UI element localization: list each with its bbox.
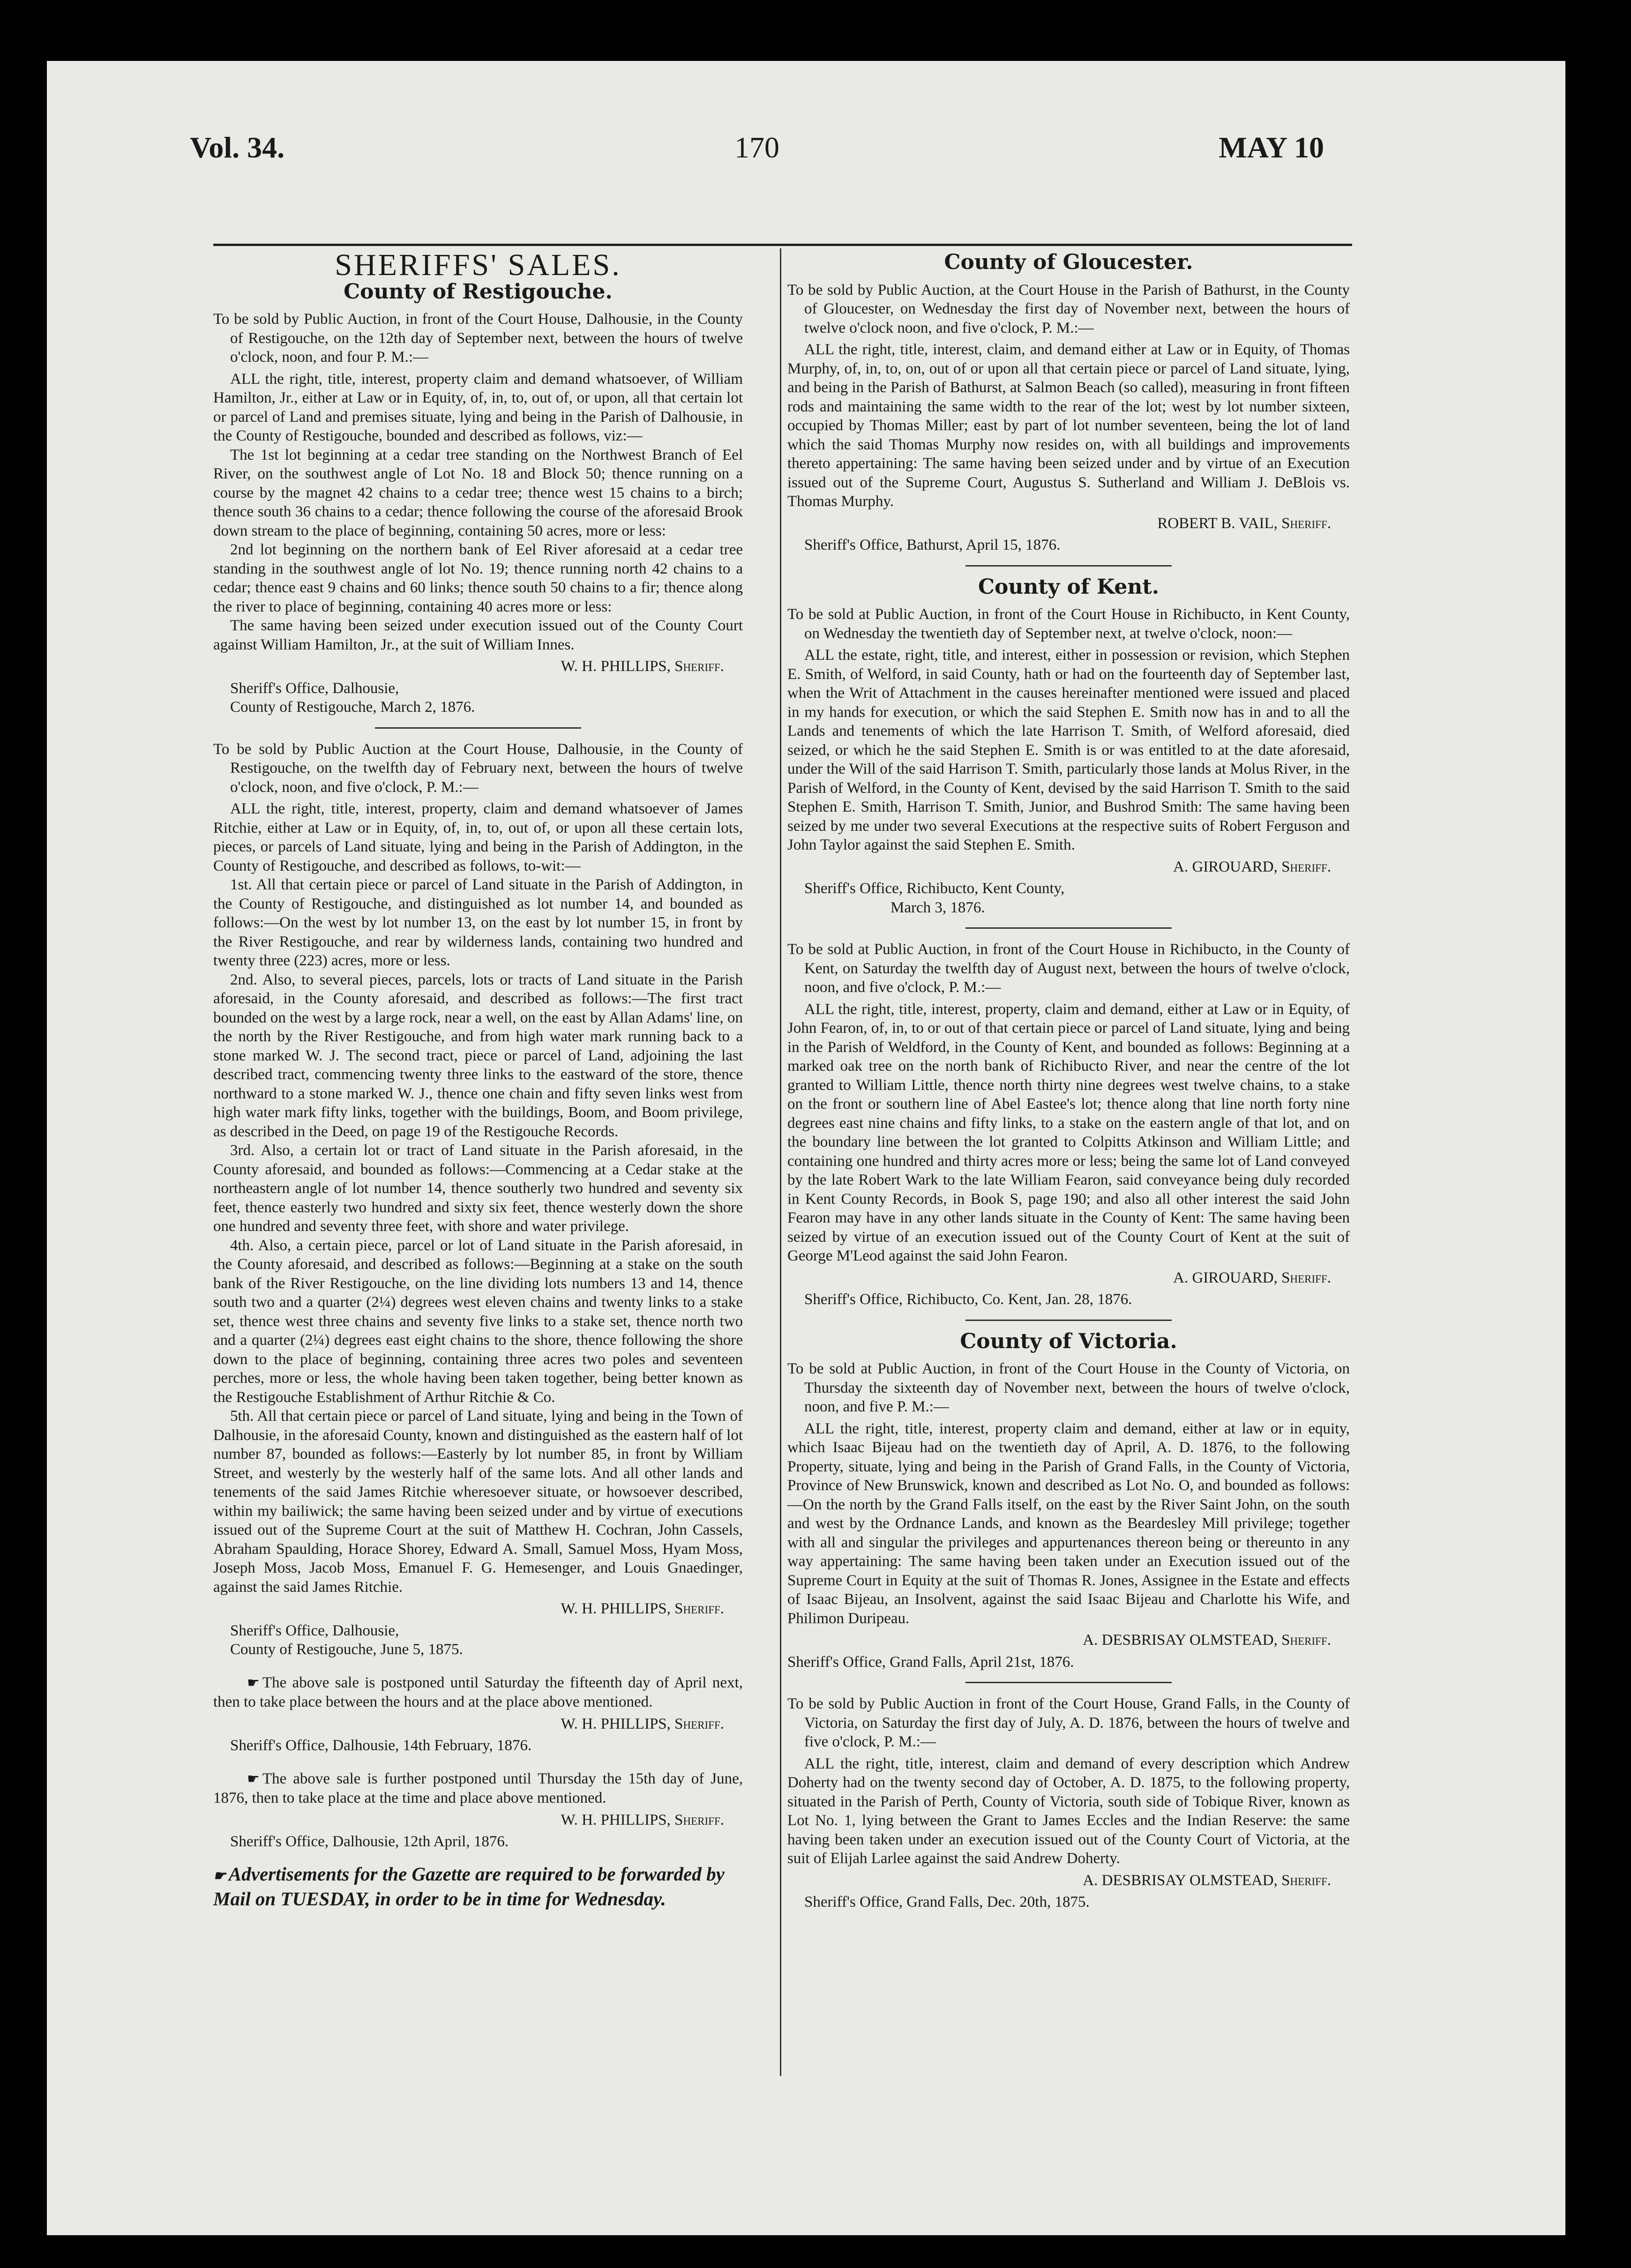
- office-line: Sheriff's Office, Dalhousie, 12th April, 1876.: [230, 1833, 509, 1850]
- notice-intro: To be sold by Public Auction at the Court House, Dalhousie, in the County of Restigouche, on the twelfth day of February next, between the hours of twelve o'clock, noon, and five o'clock, P. M.:—: [213, 740, 743, 796]
- notice-separator: [965, 1320, 1172, 1321]
- sheriff-signature: A. GIROUARD, Sheriff.: [1173, 858, 1331, 875]
- sheriff-signature: ROBERT B. VAIL, Sheriff.: [1157, 515, 1331, 532]
- county-heading-kent: County of Kent.: [978, 574, 1160, 599]
- notice-intro: To be sold by Public Auction, in front of the Court House, Dalhousie, in the County of Restigouche, on the 12th day of September next, between the hours of twelve o'clock, noon, and four P. M.:—: [213, 311, 743, 366]
- notice-paragraph: ALL the right, title, interest, property, claim and demand whatsoever of James Ritchie, either at Law or in Equity, of, in, to, out of, or upon all these certain lots, pieces, or parcels of Land situate, lying and being in the Parish of Addington, in the County of Restigouche, and described as follows, to-wit:—: [213, 800, 743, 874]
- notice-separator: [965, 1682, 1172, 1683]
- section-title: SHERIFFS' SALES.: [335, 248, 621, 282]
- notice-paragraph: 5th. All that certain piece or parcel of Land situate, lying and being in the Town of Dalhousie, in the aforesaid County, known and distinguished as the eastern half of lot number 87, bounded as follows:—Easterly by lot number 85, in front by William Street, and westerly by the westerly half of the same lots. And all other lands and tenements of the said James Ritchie wheresoever situate, or howsoever described, within my bailiwick; the same having been seized under and by virtue of executions issued out of the Supreme Court at the suit of Matthew H. Cochran, John Cassels, Abraham Spaulding, Horace Shorey, Edward A. Small, Samuel Moss, Hyam Moss, Joseph Moss, Jacob Moss, Emanuel F. G. Hemesenger, and Louis Gnaedinger, against the said James Ritchie.: [213, 1408, 743, 1596]
- office-line: County of Restigouche, March 2, 1876.: [230, 699, 475, 716]
- notice-paragraph: 4th. Also, a certain piece, parcel or lot of Land situate in the Parish aforesaid, in the County aforesaid, and described as follows:—Beginning at a stake on the south bank of the River Restigouche, on the line dividing lots numbers 13 and 14, thence south two and a quarter (2¼) degrees west eleven chains and twenty links to a stake set, thence west three chains and seventy five links to a stake set, thence north two and a quarter (2¼) degrees east eight chains to the shore, thence following the shore down to the place of beginning, containing three acres two poles and seventeen perches, more or less, the whole having been taken together, being better known as the Restigouche Establishment of Arthur Ritchie & Co.: [213, 1237, 743, 1406]
- notice-paragraph: The same having been seized under execution issued out of the County Court against William Hamilton, Jr., at the suit of William Innes.: [213, 617, 743, 653]
- postponement-text: The above sale is further postponed until Thursday the 15th day of June, 1876, then to take place at the time and place above mentioned.: [213, 1770, 743, 1806]
- office-line: Sheriff's Office, Bathurst, April 15, 1876.: [804, 537, 1061, 553]
- pointing-hand-icon: ☛: [213, 1868, 226, 1884]
- pointing-hand-icon: ☛: [247, 1771, 260, 1787]
- column-divider: [780, 248, 781, 2076]
- county-heading-restigouche: County of Restigouche.: [344, 279, 613, 304]
- notice-intro: To be sold by Public Auction in front of the Court House, Grand Falls, in the County of Victoria, on Saturday the first day of July, A. D. 1876, between the hours of twelve and five o'clock, P. M.:—: [787, 1695, 1350, 1750]
- notice-separator: [375, 727, 581, 729]
- postponement-text: The above sale is postponed until Saturday the fifteenth day of April next, then to take place between the hours and at the place above mentioned.: [213, 1674, 743, 1710]
- page-header: [190, 130, 1324, 182]
- notice-paragraph: ALL the estate, right, title, and interest, either in possession or revision, which Stephen E. Smith, of Welford, in said County, hath or had on the fourteenth day of September last, when the Writ of Attachment in the causes hereinafter mentioned were issued and placed in my hands for execution, or which the said Stephen E. Smith now has in and to all the Lands and tenements of which the late Harrison T. Smith, of Welford aforesaid, died seized, or which he the said Stephen E. Smith is or was entitled to at the date aforesaid, under the Will of the said Harrison T. Smith, particularly those lands at Molus River, in the Parish of Welford, in the County of Kent, devised by the said Harrison T. Smith to the said Stephen E. Smith, Harrison T. Smith, Junior, and Bushrod Smith: The same having been seized by me under two several Executions at the respective suits of Robert Ferguson and John Taylor against the said Stephen E. Smith.: [787, 647, 1350, 853]
- notice-paragraph: ALL the right, title, interest, property claim and demand, either at law or in equity, which Isaac Bijeau had on the twentieth day of April, A. D. 1876, to the following Property, situate, lying and being in the Parish of Grand Falls, in the County of Victoria, Province of New Brunswick, known and described as Lot No. O, and bounded as follows:—On the north by the Grand Falls itself, on the east by the River Saint John, on the south and west by the Ordnance Lands, and known as the Beardesley Mill privilege; together with all and singular the privileges and appurtenances thereon being or thereunto in any way appertaining: The same having been taken under an Execution issued out of the Supreme Court in Equity at the suit of Thomas R. Jones, Assignee in the Estate and effects of Isaac Bijeau, an Insolvent, against the said Isaac Bijeau and Charlotte his Wife, and Philimon Duripeau.: [787, 1420, 1350, 1627]
- notice-paragraph: 3rd. Also, a certain lot or tract of Land situate in the Parish aforesaid, in the County aforesaid, and bounded as follows:—Commencing at a Cedar stake at the northeastern angle of lot number 14, thence southerly two hundred and seventy six feet, thence easterly two hundred and sixty six feet, thence westerly down the shore one hundred and seventy three feet, with shore and water privilege.: [213, 1142, 743, 1235]
- notice-paragraph: ALL the right, title, interest, claim and demand of every description which Andrew Doherty had on the twenty second day of October, A. D. 1875, to the following property, situated in the Parish of Perth, County of Victoria, south side of Tobique River, known as Lot No. 1, lying between the Grant to James Eccles and the Indian Reserve: the same having been taken under an execution issued out of the County Court of Victoria, at the suit of Elijah Larlee against the said Andrew Doherty.: [787, 1755, 1350, 1867]
- advertisement-text: Advertisements for the Gazette are required to be forwarded by Mail on TUESDAY, in order to be in time for Wednesday.: [213, 1863, 725, 1910]
- notice-separator: [965, 927, 1172, 929]
- sheriff-signature: W. H. PHILLIPS, Sheriff.: [561, 1811, 724, 1828]
- left-column: [213, 248, 743, 1929]
- sheriff-signature: A. DESBRISAY OLMSTEAD, Sheriff.: [1083, 1632, 1331, 1649]
- sheriff-signature: A. DESBRISAY OLMSTEAD, Sheriff.: [1083, 1872, 1331, 1889]
- issue-date: MAY 10: [1219, 131, 1324, 164]
- notice-intro: To be sold at Public Auction, in front of the Court House in Richibucto, in Kent County, on Wednesday the twentieth day of September next, at twelve o'clock, noon:—: [787, 606, 1350, 642]
- office-line: March 3, 1876.: [890, 899, 985, 916]
- notice-intro: To be sold by Public Auction, at the Court House in the Parish of Bathurst, in the County of Gloucester, on Wednesday the first day of November next, between the hours of twelve o'clock noon, and five o'clock, P. M.:—: [787, 281, 1350, 336]
- notice-paragraph: 2nd. Also, to several pieces, parcels, lots or tracts of Land situate in the Parish aforesaid, in the County aforesaid, and described as follows:—The first tract bounded on the west by a large rock, near a well, on the east by Allan Adams' line, on the north by the River Restigouche, and from high water mark running back to a stone marked W. J. The second tract, piece or parcel of Land, adjoining the last described tract, commencing twenty three links to the eastward of the store, thence northward to a stone marked W. J., thence one chain and fifty seven links west from high water mark fifty links, together with the buildings, Boom, and Boom privilege, as described in the Deed, on page 19 of the Restigouche Records.: [213, 971, 743, 1140]
- sheriff-signature: W. H. PHILLIPS, Sheriff.: [561, 1715, 724, 1732]
- postponement-notice: [213, 1673, 743, 1712]
- notice-paragraph: 1st. All that certain piece or parcel of Land situate in the Parish of Addington, in the County of Restigouche, and distinguished as lot number 14, and bounded as follows:—On the west by lot number 13, on the east by lot number 15, in front by the River Restigouche, and rear by wilderness lands, containing two hundred and twenty three (223) acres, more or less.: [213, 876, 743, 969]
- notice-intro: To be sold at Public Auction, in front of the Court House in Richibucto, in the County of Kent, on Saturday the twelfth day of August next, between the hours of twelve o'clock, noon, and five o'clock, P. M.:—: [787, 941, 1350, 996]
- advertisement-notice: [213, 1863, 743, 1910]
- header-rule: [213, 244, 1352, 246]
- office-line: Sheriff's Office, Richibucto, Kent County,: [804, 880, 1065, 897]
- notice-paragraph: 2nd lot beginning on the northern bank of Eel River aforesaid at a cedar tree standing in the southwest angle of lot No. 19; thence running north 42 chains to a cedar; thence east 9 chains and 60 links; thence south 50 chains to a fir; thence along the river to place of beginning, containing 40 acres more or less:: [213, 541, 743, 615]
- sheriff-signature: W. H. PHILLIPS, Sheriff.: [561, 658, 724, 675]
- right-column: [787, 250, 1350, 1912]
- notice-intro: To be sold at Public Auction, in front of the Court House in the County of Victoria, on Thursday the sixteenth day of November next, between the hours of twelve o'clock, noon, and five P. M.:—: [787, 1360, 1350, 1415]
- office-line: Sheriff's Office, Dalhousie,: [230, 679, 399, 697]
- county-heading-gloucester: County of Gloucester.: [944, 250, 1193, 274]
- notice-paragraph: ALL the right, title, interest, property claim and demand whatsoever, of William Hamilton, Jr., either at Law or in Equity, of, in, to, out of, or upon, all that certain lot or parcel of Land and premises situate, lying and being in the Parish of Dalhousie, in the County of Restigouche, bounded and described as follows, viz:—: [213, 370, 743, 444]
- postponement-notice: [213, 1769, 743, 1808]
- volume-number: Vol. 34.: [190, 131, 285, 164]
- office-line: Sheriff's Office, Dalhousie,: [230, 1622, 399, 1639]
- notice-paragraph: ALL the right, title, interest, property, claim and demand, either at Law or in Equity, of John Fearon, of, in, to or out of that certain piece or parcel of Land situate, lying and being in the Parish of Weldford, in the County of Kent, and bounded as follows: Beginning at a marked oak tree on the north bank of Richibucto River, and near the centre of the lot granted to William Little, thence north thirty nine degrees west twelve chains, to a stake on the front or southern line of Abel Eastee's lot; thence along that line north forty nine degrees east nine chains and fifty links, to a stake on the eastern angle of that lot, and on the boundary line between the lot granted to Colpitts Atkinson and William Little; and containing one hundred and thirty acres more or less; being the same lot of Land conveyed by the late Robert Wark to the late William Fearon, said conveyance being duly recorded in Kent County Records, in Book S, page 190; and also all other interest the said John Fearon may have in any other lands situate in the County of Kent: The same having been seized by virtue of an execution issued out of the County Court of Kent at the suit of George M'Leod against the said John Fearon.: [787, 1000, 1350, 1264]
- office-line: Sheriff's Office, Richibucto, Co. Kent, Jan. 28, 1876.: [804, 1291, 1132, 1308]
- page-number: 170: [734, 131, 779, 164]
- pointing-hand-icon: ☛: [247, 1675, 260, 1691]
- office-line: Sheriff's Office, Grand Falls, Dec. 20th, 1875.: [804, 1894, 1090, 1910]
- county-heading-victoria: County of Victoria.: [960, 1329, 1177, 1353]
- notice-paragraph: The 1st lot beginning at a cedar tree standing on the Northwest Branch of Eel River, on the southwest angle of Lot No. 18 and Block 50; thence running on a course by the magnet 42 chains to a cedar tree; thence west 15 chains to a birch; thence south 36 chains to a cedar; thence following the course of the aforesaid Brook down stream to the place of beginning, containing 50 acres, more or less:: [213, 446, 743, 539]
- office-line: County of Restigouche, June 5, 1875.: [230, 1641, 463, 1658]
- notice-paragraph: ALL the right, title, interest, claim, and demand either at Law or in Equity, of Thomas Murphy, of, in, to, on, out of or upon all that certain piece or parcel of Land situate, lying, and being in the Parish of Bathurst, at Salmon Beach (so called), measuring in front fifteen rods and maintaining the same width to the rear of the lot; west by lot number sixteen, occupied by Thomas Miller; east by part of lot number seventeen, being the lot of land which the said Thomas Murphy now resides on, with all buildings and improvements thereto appertaining: The same having been seized under and by virtue of an Execution issued out of the Supreme Court, Augustus S. Sutherland and William J. DeBlois vs. Thomas Murphy.: [787, 341, 1350, 510]
- notice-separator: [965, 565, 1172, 567]
- sheriff-signature: W. H. PHILLIPS, Sheriff.: [561, 1600, 724, 1617]
- office-line: Sheriff's Office, Grand Falls, April 21st, 1876.: [787, 1653, 1074, 1671]
- office-line: Sheriff's Office, Dalhousie, 14th February, 1876.: [230, 1737, 532, 1754]
- sheriff-signature: A. GIROUARD, Sheriff.: [1173, 1269, 1331, 1286]
